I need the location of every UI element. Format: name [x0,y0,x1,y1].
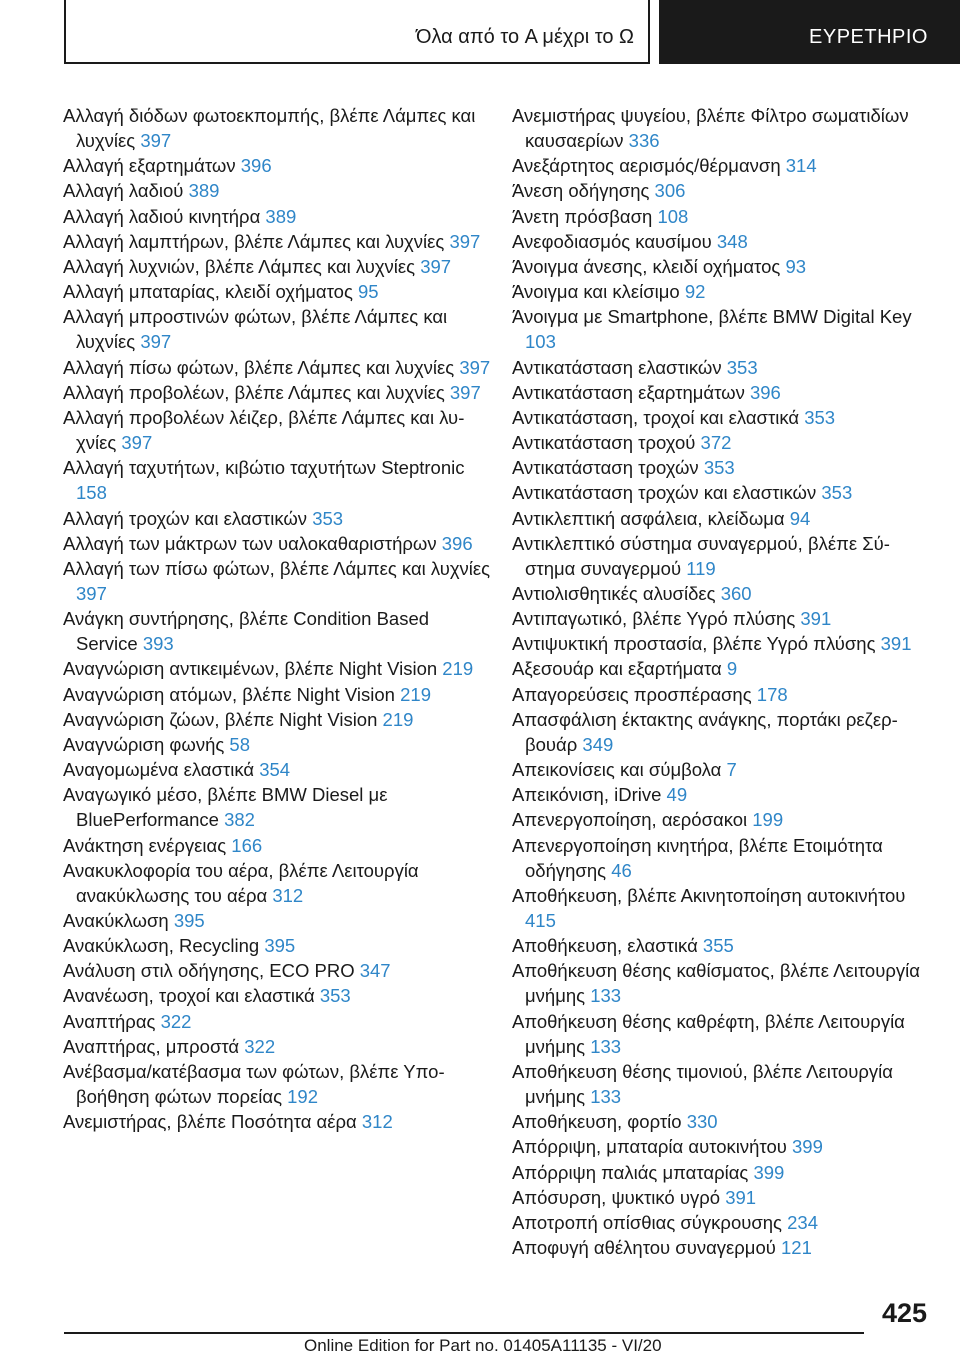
entry-text: Ανακύκλωση, Recycling [63,935,260,957]
page-number: 425 [881,1298,927,1328]
chapter-label: ΕΥΡΕΤΗΡΙΟ [809,26,928,48]
index-entry [512,254,932,279]
entry-text: Αποθήκευση θέσης καθίσματος, βλέπε Λειτουργία μνήμης [512,960,920,1007]
index-column-left [63,103,493,1134]
entry-text: Αντικλεπτικό σύστημα συναγερμού, βλέπε Σύστημα συναγερμού [512,532,890,579]
page-link[interactable]: 389 [188,180,220,202]
index-entry [512,1059,932,1109]
index-entry [512,757,932,782]
page-link[interactable]: 58 [229,733,250,755]
page-link[interactable]: 133 [590,985,622,1007]
index-entry [512,480,932,505]
page-link[interactable]: 133 [590,1086,622,1108]
page-link[interactable]: 330 [686,1111,718,1133]
index-entry [512,506,932,531]
entry-text: Αποτροπή οπίσθιας σύγκρουσης [512,1211,782,1233]
entry-text: Αλλαγή λυχνιών, βλέπε Λάμπες και λυχνίες [63,255,416,277]
page-link[interactable]: 397 [459,356,491,378]
index-column-right [512,103,932,1260]
index-entry [63,405,493,455]
page-link[interactable]: 103 [525,331,556,353]
index-entry [63,1109,493,1134]
entry-text: Ανεξάρτητος αερισμός/θέρμανση [512,155,781,177]
page-link[interactable]: 133 [590,1035,622,1057]
page-link[interactable]: 397 [140,130,172,152]
index-entry [63,656,493,681]
index-entry [63,983,493,1008]
index-entry [63,153,493,178]
page-link[interactable]: 192 [287,1086,318,1108]
entry-text: Αλλαγή λαμπτήρων, βλέπε Λάμπες και λυχνίες [63,230,445,252]
index-entry [63,178,493,203]
section-title: Όλα από το A μέχρι το Ω [416,26,634,48]
entry-text: Αποθήκευση, φορτίο [512,1111,682,1133]
index-entry [512,958,932,1008]
index-entry [63,606,493,656]
index-entry [63,1034,493,1059]
entry-text: Απενεργοποίηση κινητήρα, βλέπε Ετοιμότητα οδήγησης [512,834,883,881]
page-link[interactable]: 349 [582,733,614,755]
entry-text: Αλλαγή μπροστινών φώτων, βλέπε Λάμπες και λυχνίες [63,306,448,353]
page-link[interactable]: 7 [726,759,737,781]
index-entry [63,707,493,732]
index-entry [512,1210,932,1235]
entry-text: Αποθήκευση, βλέπε Ακινητοποίηση αυτοκινήτου [512,884,906,906]
page-link[interactable]: 322 [160,1010,192,1032]
index-entry [63,1009,493,1034]
entry-text: Αναγνώριση ζώων, βλέπε Night Vision [63,708,378,730]
entry-text: Ανεμιστήρας, βλέπε Ποσότητα αέρα [63,1111,357,1133]
page-link[interactable]: 108 [657,205,689,227]
entry-text: Αναγωγικό μέσο, βλέπε BMW Diesel με BluePerformance [63,784,388,831]
page-link[interactable]: 119 [686,557,716,579]
entry-text: Αλλαγή των πίσω φώτων, βλέπε Λάμπες και λυχνίες [63,557,491,579]
index-entry [63,380,493,405]
entry-text: Αναγνώριση αντικειμένων, βλέπε Night Vision [63,658,438,680]
index-entry [512,455,932,480]
index-entry [512,1109,932,1134]
entry-text: Αλλαγή λαδιού [63,180,184,202]
page-link[interactable]: 396 [441,532,473,554]
index-entry [63,506,493,531]
index-entry [512,707,932,757]
page-link[interactable]: 355 [702,935,734,957]
page-link[interactable]: 219 [400,683,431,705]
index-entry [63,933,493,958]
entry-text: Άνοιγμα άνεσης, κλειδί οχήματος [512,255,781,277]
page-link[interactable]: 353 [703,457,735,479]
page-link[interactable]: 391 [880,633,912,655]
entry-text: Αλλαγή τροχών και ελαστικών [63,507,308,529]
index-entry [512,656,932,681]
entry-text: Αλλαγή ταχυτήτων, κιβώτιο ταχυτήτων Steptronic [63,457,465,479]
page-link[interactable]: 399 [792,1136,823,1158]
page-link[interactable]: 397 [449,230,481,252]
entry-text: Αλλαγή πίσω φώτων, βλέπε Λάμπες και λυχνίες [63,356,455,378]
page-link[interactable]: 396 [240,155,272,177]
page-link[interactable]: 94 [789,507,811,529]
entry-text: Αποθήκευση θέσης τιμονιού, βλέπε Λειτουργία μνήμης [512,1060,893,1108]
entry-text: Απαγορεύσεις προσπέρασης [512,683,752,705]
entry-text: Αναγομωμένα ελαστικά [63,759,255,781]
entry-text: Αντιψυκτική προστασία, βλέπε Υγρό πλύσης [512,633,876,655]
page-link[interactable]: 391 [725,1186,757,1208]
index-entry [512,279,932,304]
page-link[interactable]: 353 [821,482,853,504]
page-link[interactable]: 166 [231,834,263,856]
index-entry [63,858,493,908]
entry-text: Ανανέωση, τροχοί και ελαστικά [63,985,315,1007]
entry-text: Ανάγκη συντήρησης, βλέπε Condition Based Service [63,608,430,655]
entry-text: Αντικατάσταση τροχών και ελαστικών [512,482,817,504]
index-entry [512,1009,932,1059]
entry-text: Άνετη πρόσβαση [512,205,653,227]
index-entry [63,229,493,254]
index-entry [512,1160,932,1185]
page-link[interactable]: 353 [312,507,344,529]
page-link[interactable]: 353 [726,356,758,378]
entry-text: Απόρριψη, μπαταρία αυτοκινήτου [512,1136,787,1158]
entry-text: Ανεμιστήρας ψυγείου, βλέπε Φίλτρο σωματιδίων καυσαερίων [512,105,909,152]
entry-text: Αντικατάσταση τροχών [512,457,699,479]
entry-text: Άνοιγμα με Smartphone, βλέπε BMW Digital Key [512,306,912,328]
entry-text: Ανεφοδιασμός καυσίμου [512,230,712,252]
page-link[interactable]: 397 [121,432,153,454]
index-entry [512,933,932,958]
index-entry [512,531,932,581]
page-link[interactable]: 314 [785,155,817,177]
index-entry [63,304,493,354]
page-link[interactable]: 312 [272,884,304,906]
page-link[interactable]: 395 [173,910,205,931]
index-entry [512,1235,932,1260]
page-link[interactable]: 360 [720,582,752,604]
page-link[interactable]: 397 [449,381,481,403]
entry-text: Άνεση οδήγησης [512,180,650,202]
entry-text: Ανάλυση στιλ οδήγησης, ECO PRO [63,960,355,982]
index-entry [63,757,493,782]
entry-text: Ανάκτηση ενέργειας [63,834,227,856]
index-entry [512,782,932,807]
page-link[interactable]: 234 [787,1211,818,1233]
entry-text: Αλλαγή μπαταρίας, κλειδί οχήματος [63,281,353,303]
page-link[interactable]: 389 [265,205,297,227]
entry-text: Αντικλεπτική ασφάλεια, κλείδωμα [512,507,785,529]
page-link[interactable]: 336 [628,130,660,152]
page-link[interactable]: 397 [76,582,107,604]
index-entry [63,833,493,858]
index-entry [63,254,493,279]
edition-text: Online Edition for Part no. 01405A11135 - VI/20 [304,1336,662,1355]
page-link[interactable]: 312 [361,1111,393,1133]
page-link[interactable]: 199 [752,809,784,831]
entry-text: Αναγνώριση ατόμων, βλέπε Night Vision [63,683,395,705]
index-entry [512,380,932,405]
entry-text: Αποθήκευση θέσης καθρέφτη, βλέπε Λειτουργία μνήμης [512,1010,905,1057]
page-link[interactable]: 397 [420,255,452,277]
entry-text: Αντικατάσταση εξαρτημάτων [512,381,745,403]
page-link[interactable]: 95 [358,281,379,303]
index-entry [512,807,932,832]
index-entry [512,581,932,606]
entry-text: Απόσυρση, ψυκτικό υγρό [512,1186,721,1208]
page-link[interactable]: 353 [319,985,351,1007]
page-link[interactable]: 382 [224,809,255,831]
index-entry [512,153,932,178]
page-link[interactable]: 372 [700,432,732,454]
index-entry [512,229,932,254]
entry-text: Αντιπαγωτικό, βλέπε Υγρό πλύσης [512,608,796,630]
index-entry [512,1185,932,1210]
entry-text: Απόρριψη παλιάς μπαταρίας [512,1161,749,1183]
entry-text: Αντικατάσταση, τροχοί και ελαστικά [512,406,800,428]
page-link[interactable]: 219 [382,708,414,730]
page-link[interactable]: 391 [800,608,832,630]
entry-text: Ανακύκλωση [63,910,169,931]
page-link[interactable]: 49 [666,784,688,806]
page-link[interactable]: 396 [749,381,781,403]
index-entry [63,782,493,832]
entry-text: Αλλαγή διόδων φωτοεκπομπής, βλέπε Λάμπες και λυχνίες [63,105,476,152]
index-entry [512,204,932,229]
index-entry [512,833,932,883]
index-entry [512,606,932,631]
entry-text: Αλλαγή εξαρτημάτων [63,155,236,177]
index-entry [63,1059,493,1109]
page-link[interactable]: 322 [244,1035,276,1057]
index-entry [63,732,493,757]
entry-text: Αντιολισθητικές αλυσίδες [512,582,716,604]
footer-divider [64,1332,864,1334]
entry-text: Αποθήκευση, ελαστικά [512,935,698,957]
index-entry [63,556,493,606]
index-entry [512,1134,932,1159]
index-entry [512,178,932,203]
page-link[interactable]: 353 [804,406,836,428]
entry-text: Ανέβασμα/κατέβασμα των φώτων, βλέπε Υποβοήθηση φώτων πορείας [63,1060,445,1108]
entry-text: Αλλαγή προβολέων λέιζερ, βλέπε Λάμπες και λυχνίες [63,406,465,454]
page-link[interactable]: 354 [259,759,291,781]
header-chapter-tab [659,0,960,64]
page-link[interactable]: 93 [785,255,807,277]
entry-text: Αντικατάσταση τροχού [512,432,696,454]
index-entry [63,455,493,505]
entry-text: Απεικονίσεις και σύμβολα [512,759,722,781]
entry-text: Αντικατάσταση ελαστικών [512,356,722,378]
page-link[interactable]: 158 [76,482,107,504]
entry-text: Ανακυκλοφορία του αέρα, βλέπε Λειτουργία ανακύκλωσης του αέρα [63,859,419,906]
index-entry [63,531,493,556]
entry-text: Αλλαγή των μάκτρων των υαλοκαθαριστήρων [63,532,437,554]
page-link[interactable]: 9 [726,658,738,680]
page-link[interactable]: 92 [684,281,706,303]
page-link[interactable]: 219 [442,658,474,680]
index-entry [63,103,493,153]
index-entry [63,279,493,304]
page-link[interactable]: 415 [525,910,556,931]
page-link[interactable]: 121 [781,1237,812,1259]
entry-text: Άνοιγμα και κλείσιμο [512,281,680,303]
index-entry [63,204,493,229]
index-entry [512,682,932,707]
page-link[interactable]: 347 [359,960,391,982]
page-link[interactable]: 399 [753,1161,785,1183]
index-entry [63,355,493,380]
index-entry [512,631,932,656]
index-entry [512,103,932,153]
index-entry [512,883,932,933]
entry-text: Αξεσουάρ και εξαρτήματα [512,658,722,680]
entry-text: Απενεργοποίηση, αερόσακοι [512,809,748,831]
entry-text: Αποφυγή αθέλητου συναγερμού [512,1237,776,1259]
page-link[interactable]: 393 [142,633,174,655]
entry-text: Αναπτήρας [63,1010,156,1032]
page-link[interactable]: 46 [611,859,632,881]
index-entry [63,682,493,707]
page-link[interactable]: 306 [654,180,686,202]
page-link[interactable]: 178 [756,683,788,705]
index-entry [512,430,932,455]
page-link[interactable]: 395 [264,935,296,957]
index-entry [512,304,932,354]
entry-text: Αλλαγή προβολέων, βλέπε Λάμπες και λυχνίες [63,381,445,403]
entry-text: Απεικόνιση, iDrive [512,784,662,806]
index-entry [63,958,493,983]
index-entry [512,405,932,430]
page-link[interactable]: 348 [716,230,748,252]
index-entry [512,355,932,380]
entry-text: Αναπτήρας, μπροστά [63,1035,240,1057]
entry-text: Αλλαγή λαδιού κινητήρα [63,205,261,227]
header-section-tab [64,0,650,64]
entry-text: Αναγνώριση φωνής [63,733,225,755]
entry-text: Απασφάλιση έκτακτης ανάγκης, πορτάκι ρεζερβουάρ [512,708,898,755]
page-link[interactable]: 397 [140,331,172,353]
index-entry [63,908,493,933]
